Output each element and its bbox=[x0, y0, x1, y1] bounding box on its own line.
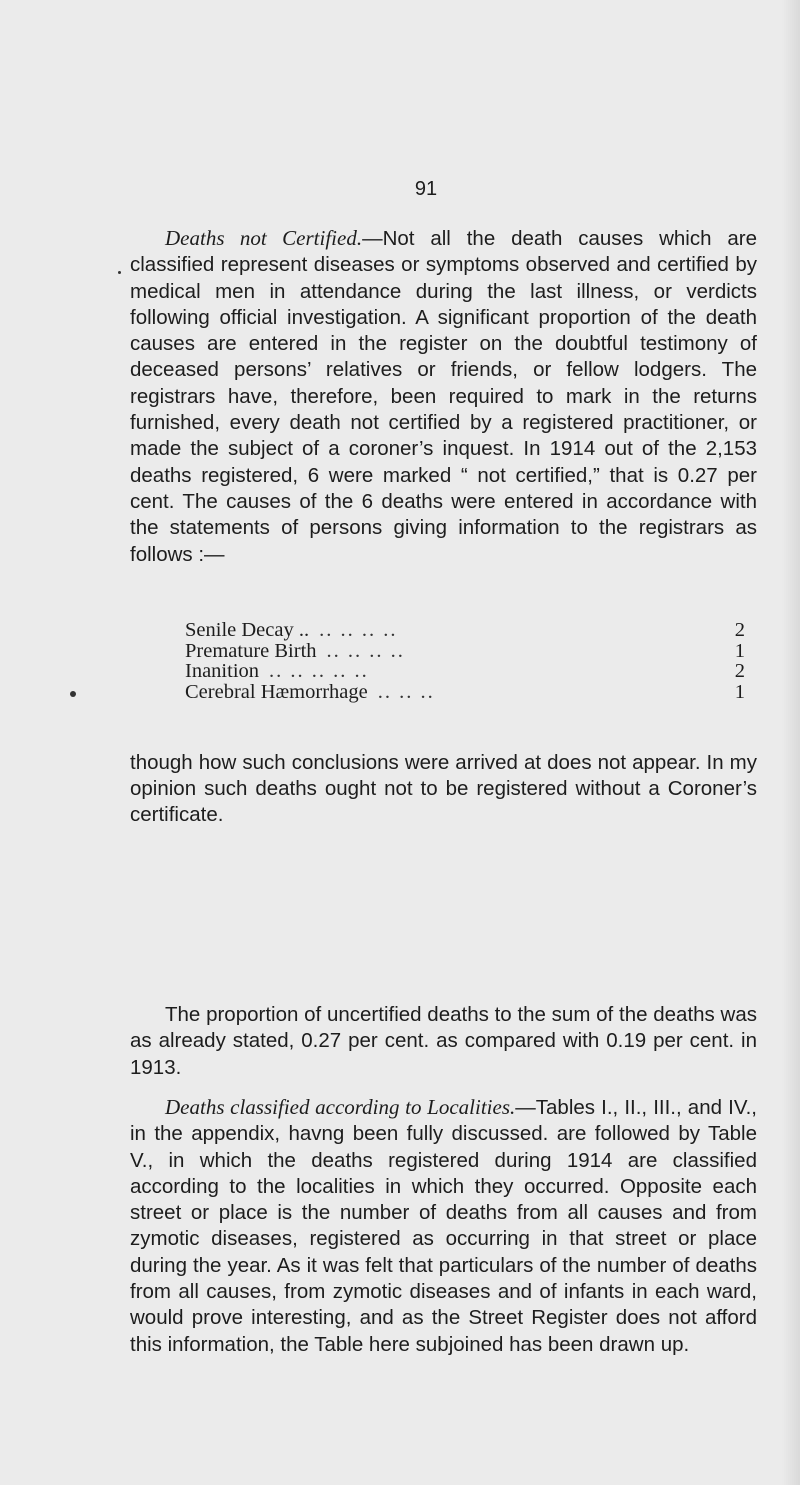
section-heading-localities: Deaths classified according to Localities. bbox=[165, 1095, 516, 1119]
paragraph-text: The proportion of uncertified deaths to the sum of the deaths was as already stated, 0.27 per cent. as compared with 0.19 per cent. in 1913. bbox=[130, 1003, 757, 1079]
cause-name: Inanition bbox=[185, 660, 260, 682]
margin-speck bbox=[118, 271, 121, 274]
cause-name: Premature Birth bbox=[185, 639, 317, 662]
cause-count: 2 bbox=[734, 660, 745, 682]
paragraph-deaths-by-locality bbox=[130, 1094, 757, 1358]
leader-dots: .. .. .. .. bbox=[326, 640, 405, 661]
margin-speck bbox=[70, 691, 76, 697]
list-item bbox=[185, 682, 745, 703]
leader-dots: .. .. .. .. .. bbox=[269, 661, 369, 682]
list-item bbox=[185, 661, 745, 682]
paragraph-text: —Tables I., II., III., and IV., in the appendix, havng been fully discussed. are followed by Table V., in which the deaths registered during 1914 are classified according to the localities in which they occurred. Opposite each street or place is the number of deaths from all causes and from zymotic diseases, registered as occurring in that street or place during the year. As it was felt that particulars of the number of deaths from all causes, from zymotic diseases and of infants in each ward, would prove interesting, and as the Street Register does not afford this information, the Table here subjoined has been drawn up. bbox=[130, 1096, 757, 1356]
paragraph-text: —Not all the death causes which are classified represent diseases or symptoms observed and certified by medical men in attendance during the last illness, or verdicts following official investigation. A significant proportion of the death causes are entered in the register on the doubtful testimony of deceased persons’ relatives or friends, or fellow lodgers. The registrars have, therefore, been required to mark in the returns furnished, every death not certified by a registered practitioner, or made the subject of a coroner’s inquest. In 1914 out of the 2,153 deaths registered, 6 were marked “ not certified,” that is 0.27 per cent. The causes of the 6 deaths were entered in accordance with the statements of persons giving information to the registrars as follows :— bbox=[130, 227, 757, 566]
list-item bbox=[185, 620, 745, 641]
leader-dots: .. .. .. bbox=[377, 681, 435, 702]
cause-name: Senile Decay .. bbox=[185, 619, 310, 641]
page-edge-shadow bbox=[782, 0, 800, 1485]
cause-name: Cerebral Hæmorrhage bbox=[185, 680, 368, 703]
causes-list bbox=[185, 620, 745, 702]
paragraph-deaths-not-certified bbox=[130, 225, 757, 568]
paragraph-continuation bbox=[130, 729, 757, 849]
cause-count: 1 bbox=[734, 639, 745, 662]
paragraph-uncertified-proportion bbox=[130, 1002, 757, 1081]
paragraph-text: though how such conclusions were arrived at does not appear. In my opinion such deaths ought not to be registered without a Coroner’s certificate. bbox=[130, 750, 757, 827]
page-number: 91 bbox=[414, 178, 438, 200]
list-item bbox=[185, 641, 745, 662]
cause-count: 1 bbox=[734, 680, 745, 703]
cause-count: 2 bbox=[734, 619, 745, 641]
leader-dots: .. .. .. .. bbox=[319, 620, 398, 641]
section-heading-deaths-not-certified: Deaths not Certified. bbox=[165, 226, 363, 250]
